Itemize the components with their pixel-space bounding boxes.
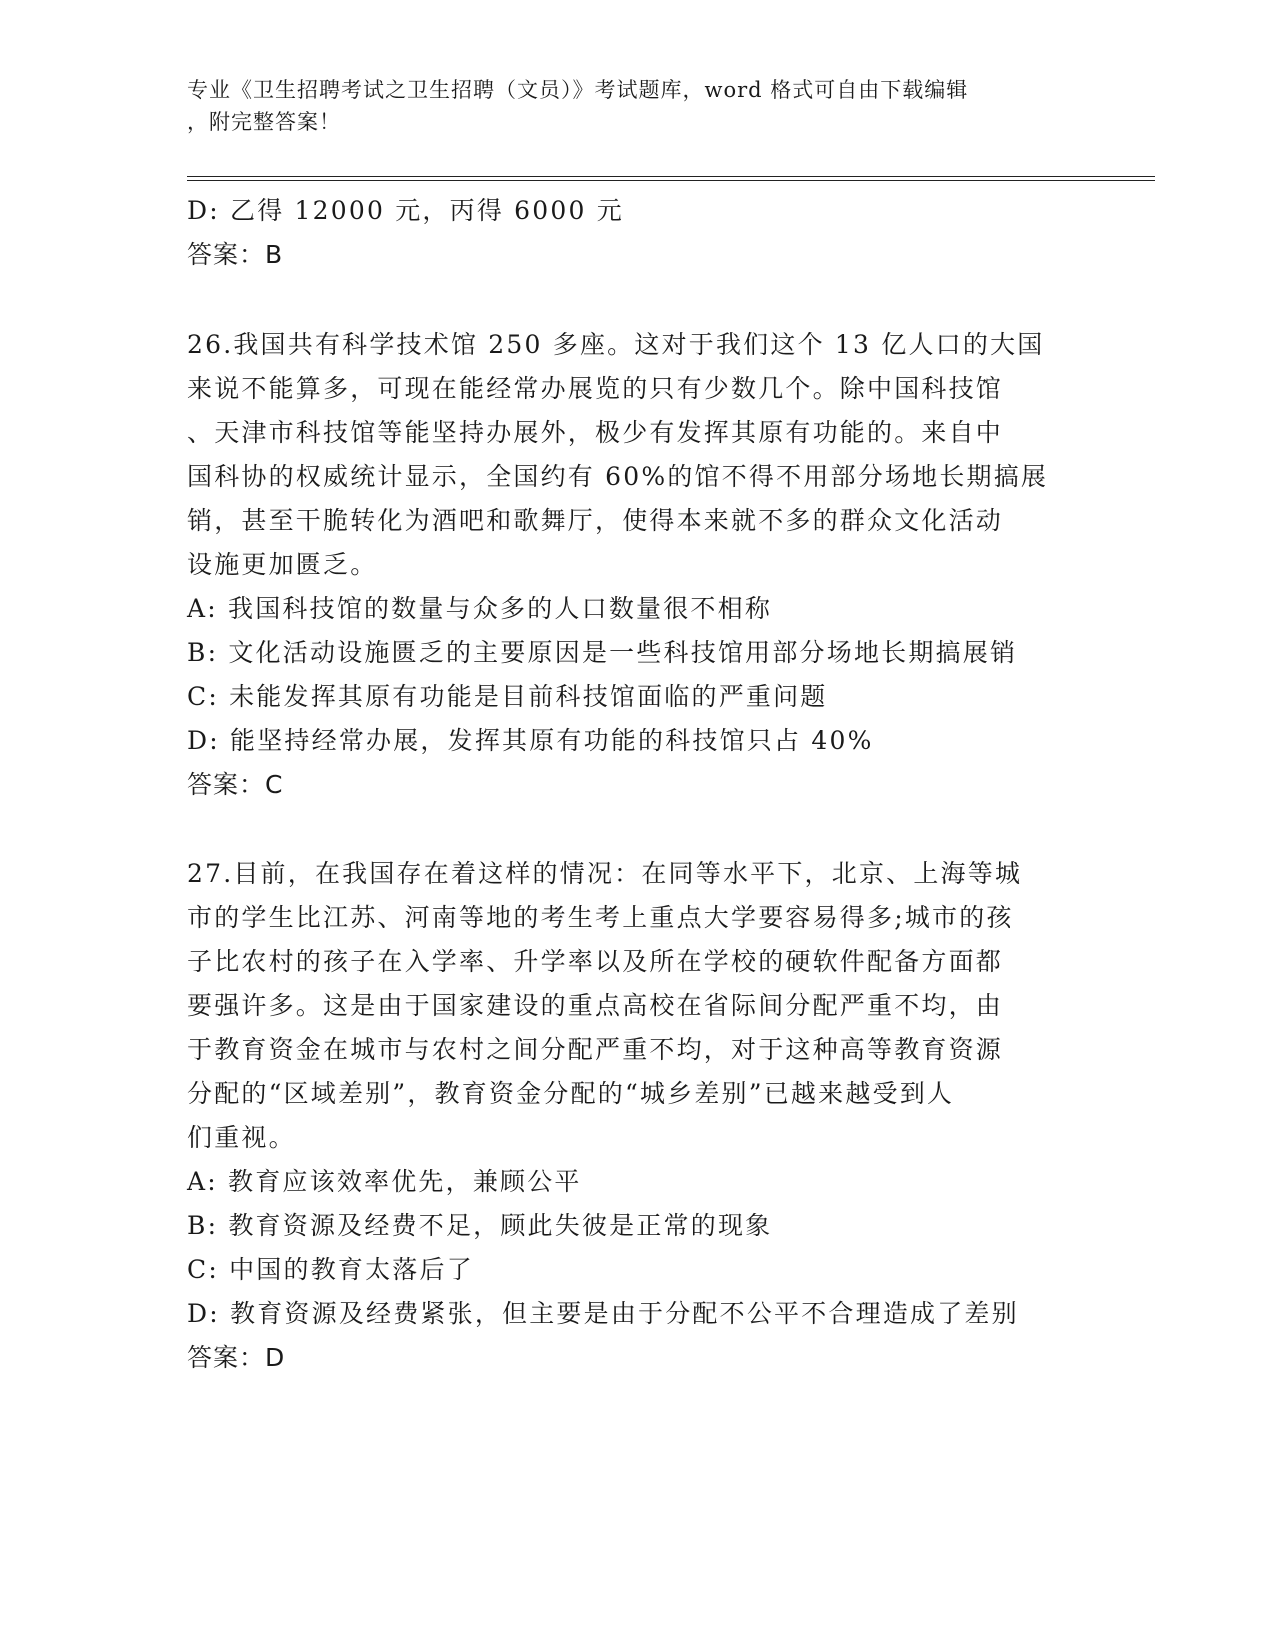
question-27-stem-line: 分配的“区域差别”，教育资金分配的“城乡差别”已越来越受到人 [187,1079,955,1108]
question-27-option-d: D: 教育资源及经费紧张，但主要是由于分配不公平不合理造成了差别 [187,1299,1019,1328]
header-rule-top [187,176,1155,177]
question-26-answer: 答案：C [187,770,284,799]
question-26-stem-line: 国科协的权威统计显示，全国约有 60%的馆不得不用部分场地长期搞展 [187,462,1049,491]
question-27-stem-line: 要强许多。这是由于国家建设的重点高校在省际间分配严重不均，由 [187,991,1004,1020]
question-27-stem-line: 于教育资金在城市与农村之间分配严重不均，对于这种高等教育资源 [187,1035,1004,1064]
document-header-line-2: ，附完整答案！ [187,110,341,134]
question-26-stem-line: 、天津市科技馆等能坚持办展外，极少有发挥其原有功能的。来自中 [187,418,1004,447]
question-27-answer: 答案：D [187,1343,286,1372]
header-rule-bottom [187,180,1155,181]
question-27-option-a: A: 教育应该效率优先，兼顾公平 [187,1167,582,1196]
document-header-line-1: 专业《卫生招聘考试之卫生招聘（文员）》考试题库，word 格式可自由下载编辑 [187,78,969,102]
question-27-stem-line: 们重视。 [187,1123,296,1152]
question-26-option-b: B: 文化活动设施匮乏的主要原因是一些科技馆用部分场地长期搞展销 [187,638,1018,667]
question-26-option-a: A: 我国科技馆的数量与众多的人口数量很不相称 [187,594,773,623]
question-26-stem-line: 来说不能算多，可现在能经常办展览的只有少数几个。除中国科技馆 [187,374,1004,403]
question-26-stem-line: 设施更加匮乏。 [187,550,378,579]
question-27-stem-line: 市的学生比江苏、河南等地的考生考上重点大学要容易得多;城市的孩 [187,903,1014,932]
question-26-option-c: C: 未能发挥其原有功能是目前科技馆面临的严重问题 [187,682,828,711]
prev-question-answer: 答案：B [187,240,284,269]
question-27-stem-line: 27.目前，在我国存在着这样的情况：在同等水平下，北京、上海等城 [187,859,1023,888]
question-27-option-b: B: 教育资源及经费不足，顾此失彼是正常的现象 [187,1211,773,1240]
prev-question-option-d: D: 乙得 12000 元，丙得 6000 元 [187,196,624,225]
question-26-stem-line: 26.我国共有科学技术馆 250 多座。这对于我们这个 13 亿人口的大国 [187,330,1045,359]
question-26-stem-line: 销，甚至干脆转化为酒吧和歌舞厅，使得本来就不多的群众文化活动 [187,506,1004,535]
question-27-option-c: C: 中国的教育太落后了 [187,1255,474,1284]
question-26-option-d: D: 能坚持经常办展，发挥其原有功能的科技馆只占 40% [187,726,874,755]
question-27-stem-line: 子比农村的孩子在入学率、升学率以及所在学校的硬软件配备方面都 [187,947,1004,976]
